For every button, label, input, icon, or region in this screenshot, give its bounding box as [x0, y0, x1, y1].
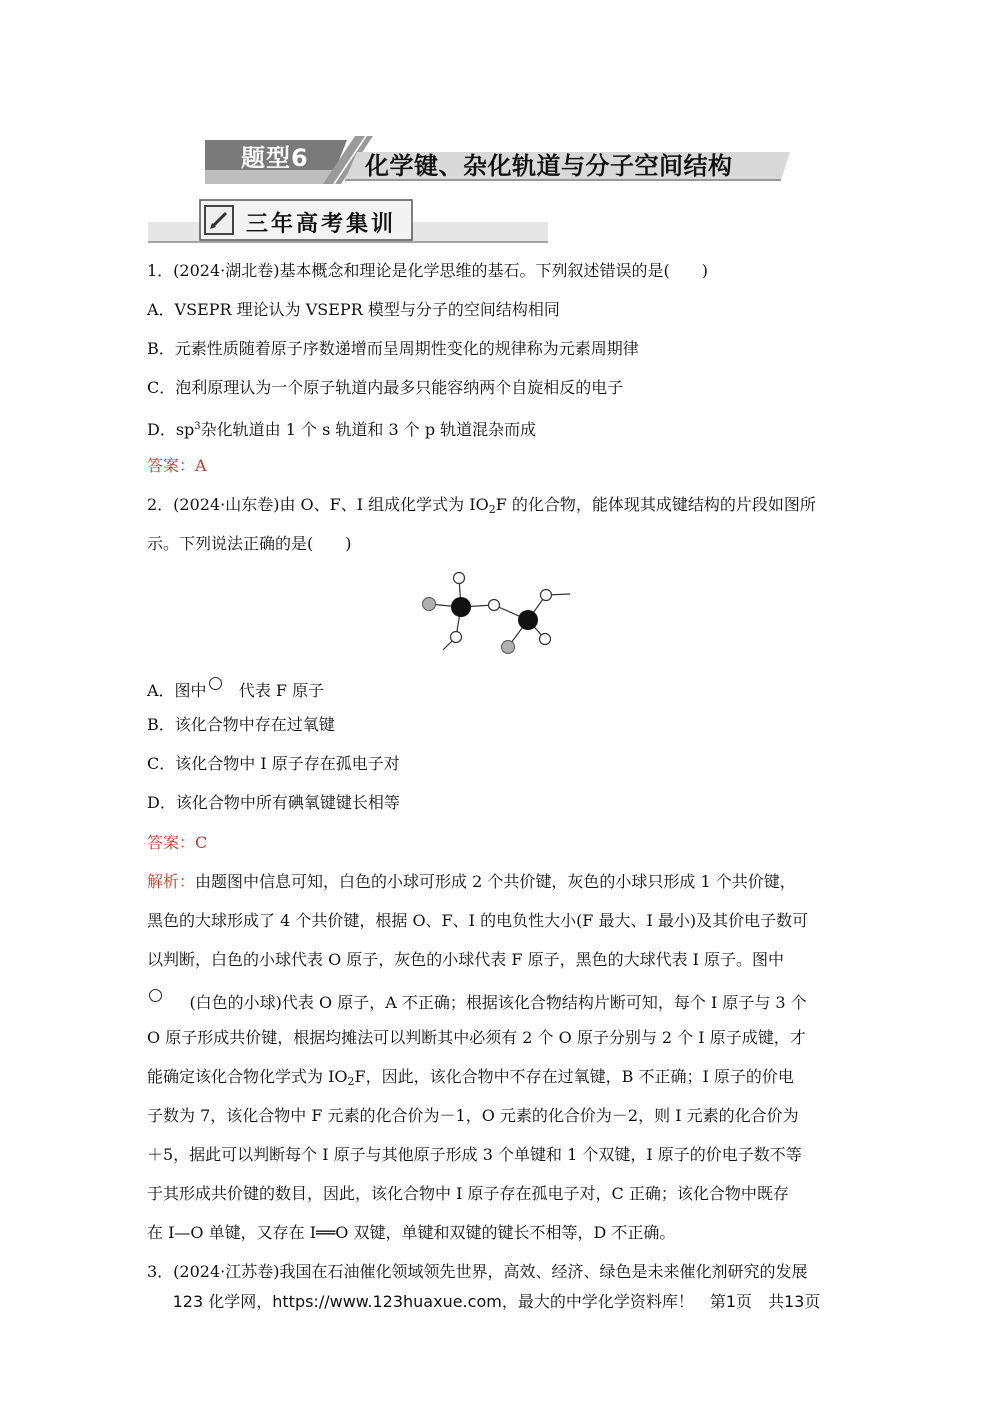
q2-option-a [147, 677, 324, 701]
q2-explanation-line1 [147, 872, 796, 892]
q2-stem-line2: 示。下列说法正确的是( ) [147, 534, 352, 553]
q2-explanation-line10: 在 I—O 单键，又存在 I══O 双键，单键和双键的键长不相等，D 不正确。 [147, 1223, 676, 1242]
q2-option-c: C．该化合物中 I 原子存在孤电子对 [147, 754, 400, 773]
section-title: 三年高考集训 [246, 212, 397, 237]
q2-explanation-line9: 于其形成共价键的数目，因此，该化合物中 I 原子存在孤电子对，C 正确；该化合物中既存 [147, 1184, 789, 1203]
q3-stem: 3．(2024·江苏卷)我国在石油催化领域领先世界，高效、经济、绿色是未来催化剂研究的发展 [147, 1262, 808, 1281]
section-header [148, 198, 548, 246]
q2-option-b: B．该化合物中存在过氧键 [147, 715, 335, 734]
q1-option-b: B．元素性质随着原子序数递增而呈周期性变化的规律称为元素周期律 [147, 339, 639, 358]
q2-explanation-line3: 以判断，白色的小球代表 O 原子，灰色的小球代表 F 原子，黑色的大球代表 I 原子。图中 [147, 950, 785, 969]
white-ball-icon [149, 989, 162, 1002]
q2-stem-subscript: 2 [488, 503, 496, 516]
q2-explanation-line2: 黑色的大球形成了 4 个共价键，根据 O、F、I 的电负性大小(F 最大、I 最小)及其价电子数可 [147, 911, 809, 930]
q1-option-d [147, 417, 536, 440]
q2-option-d: D．该化合物中所有碘氧键键长相等 [147, 793, 400, 812]
q2-option-a-prefix: A．图中 [147, 681, 207, 700]
q2-answer: 答案：C [147, 833, 208, 852]
explanation-text-1: 由题图中信息可知，白色的小球可形成 2 个共价键，灰色的小球只形成 1 个共价键， [195, 872, 796, 891]
q1-option-c: C．泡利原理认为一个原子轨道内最多只能容纳两个自旋相反的电子 [147, 378, 624, 397]
explanation-text-6-prefix: 能确定该化合物化学式为 IO [147, 1067, 348, 1086]
banner-tag: 题型6 [241, 144, 309, 172]
q2-explanation-line4 [147, 989, 807, 1013]
q2-explanation-line7: 子数为 7，该化合物中 F 元素的化合价为－1，O 元素的化合价为－2，则 I 元素的化合价为 [147, 1106, 799, 1125]
q2-stem-suffix: F 的化合物，能体现其成键结构的片段如图所 [495, 495, 816, 514]
q1-answer: 答案：A [147, 456, 207, 475]
q1-option-d-text: 杂化轨道由 1 个 s 轨道和 3 个 p 轨道混杂而成 [200, 420, 537, 439]
explanation-text-6-suffix: F，因此，该化合物中不存在过氧键，B 不正确；I 原子的价电 [354, 1067, 794, 1086]
pencil-note-icon [204, 205, 234, 235]
q2-stem-line1 [147, 495, 816, 520]
q1-option-a: A．VSEPR 理论认为 VSEPR 模型与分子的空间结构相同 [147, 300, 560, 319]
q1-stem: 1．(2024·湖北卷)基本概念和理论是化学思维的基石。下列叙述错误的是( ) [147, 261, 708, 280]
banner-title: 化学键、杂化轨道与分子空间结构 [365, 152, 733, 180]
q2-explanation-line8: ＋5，据此可以判断每个 I 原子与其他原子形成 3 个单键和 1 个双键，I 原子的价电子数不等 [147, 1145, 802, 1164]
q2-explanation-line6 [147, 1067, 794, 1092]
white-ball-icon [209, 677, 222, 690]
q2-explanation-line5: O 原子形成共价键，根据均摊法可以判断其中必须有 2 个 O 原子分别与 2 个 I 原子成键，才 [147, 1028, 806, 1047]
explanation-label: 解析： [147, 872, 196, 891]
q2-stem-prefix: 2．(2024·山东卷)由 O、F、I 组成化学式为 IO [147, 495, 489, 514]
q1-option-d-superscript: 3 [194, 421, 201, 432]
title-banner [205, 130, 790, 188]
page-footer: 123 化学网，https://www.123huaxue.com，最大的中学化学资料库！ 第1页 共13页 [172, 1292, 821, 1311]
q1-option-d-prefix: D．sp [147, 420, 195, 439]
explanation-text-4: (白色的小球)代表 O 原子，A 不正确；根据该化合物结构片断可知，每个 I 原子与 3 个 [189, 993, 807, 1012]
explanation-subscript: 2 [347, 1075, 355, 1088]
q2-option-a-text: 代表 F 原子 [238, 681, 325, 700]
molecule-structure-figure [415, 570, 575, 655]
